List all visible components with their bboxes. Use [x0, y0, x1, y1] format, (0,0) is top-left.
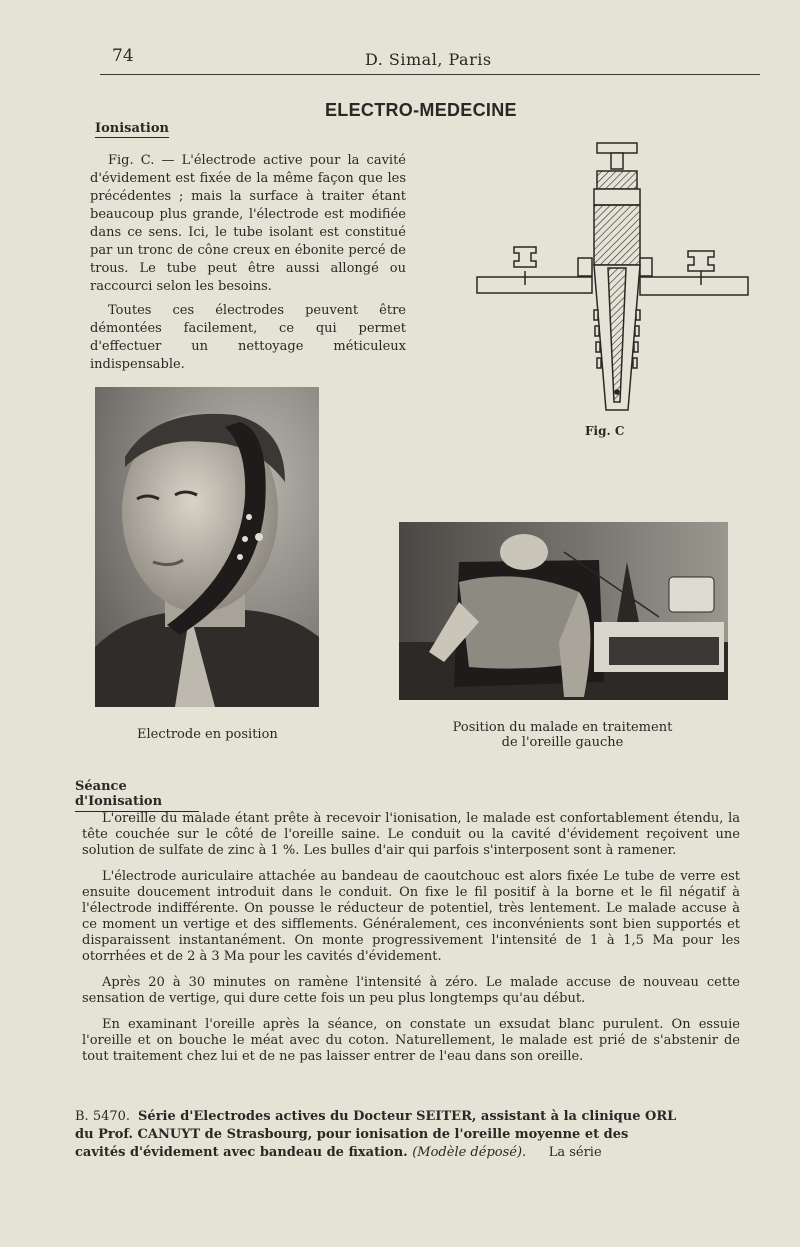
- screw-knob: [597, 143, 637, 189]
- seance-text: [82, 811, 740, 1075]
- product-reference: B. 5470.: [75, 1109, 131, 1124]
- ionisation-paragraph: Toutes ces électrodes peuvent être démontées facilement, ce qui permet d'effectuer un nettoyage méticuleux indispensable.: [90, 303, 406, 372]
- page-number: 74: [112, 46, 134, 66]
- model-note: (Modèle déposé).: [412, 1145, 527, 1160]
- electrode-photo: [95, 387, 319, 707]
- patient-caption-line: Position du malade en traitement: [452, 720, 673, 735]
- ionisation-paragraph: Fig. C. — L'électrode active pour la cavité d'évidement est fixée de la même façon que les précédentes ; mais la surface à traiter étant beaucoup plus grande, l'électrode est modifiée dans ce sens. Ici, le tube isolant est constitué par un tronc de cône creux en ébonite percé de trous. Le tube peut être aussi allongé ou raccourci selon les besoins.: [90, 153, 406, 294]
- seance-paragraph: Après 20 à 30 minutes on ramène l'intensité à zéro. Le malade accuse de nouveau cette sensation de vertige, qui dure cette fois un peu plus longtemps qu'au début.: [82, 975, 740, 1006]
- ionisation-heading: Ionisation: [95, 121, 169, 136]
- header-rule: [100, 74, 760, 75]
- electrode-diagram: [470, 140, 755, 415]
- section-title: ELECTRO-MEDECINE: [325, 100, 517, 120]
- electrode-photo-caption: Electrode en position: [137, 727, 278, 742]
- continuation-text: La série: [548, 1145, 602, 1160]
- seance-heading: Séance d'Ionisation: [75, 779, 199, 812]
- ionisation-text: [90, 152, 406, 380]
- running-head: D. Simal, Paris: [365, 50, 492, 69]
- patient-treatment-photo: [399, 522, 728, 700]
- seance-paragraph: L'oreille du malade étant prête à recevoir l'ionisation, le malade est confortablement étendu, la tête couchée sur le côté de l'oreille saine. Le conduit ou la cavité d'évidement reçoivent une solution de sulfate de zinc à 1 %. Les bulles d'air qui parfois s'interposent sont à ramener.: [82, 811, 740, 858]
- patient-caption-line: de l'oreille gauche: [501, 735, 624, 750]
- patient-photo-caption: [440, 720, 685, 750]
- figure-caption: Fig. C: [585, 424, 625, 438]
- electrode-body: [594, 189, 640, 265]
- insulating-cone: [594, 265, 640, 410]
- seance-paragraph: L'électrode auriculaire attachée au bandeau de caoutchouc est alors fixée Le tube de verre est ensuite doucement introduit dans le conduit. On fixe le fil positif à la borne et le fil négatif à l'électrode indifférente. On pousse le réducteur de potentiel, très lentement. Le malade accuse à ce moment un vertige et des sifflements. Généralement, ces inconvénients sont bien supportés et disparaissent instantanément. On monte progressivement l'intensité de 1 à 1,5 Ma pour les otorrhées et de 2 à 3 Ma pour les cavités d'évidement.: [82, 869, 740, 964]
- seance-paragraph: En examinant l'oreille après la séance, on constate un exsudat blanc purulent. On essuie l'oreille et on bouche le méat avec du coton. Naturellement, le malade est prié de s'abstenir de tout traitement chez lui et de ne pas laisser entrer de l'eau dans son oreille.: [82, 1017, 740, 1064]
- product-entry: [75, 1108, 680, 1162]
- product-description: Série d'Electrodes actives du Docteur SEITER, assistant à la clinique ORL du Prof. CANUYT de Strasbourg, pour ionisation de l'oreille moyenne et des cavités d'évidement avec bandeau de fixation.: [75, 1109, 677, 1160]
